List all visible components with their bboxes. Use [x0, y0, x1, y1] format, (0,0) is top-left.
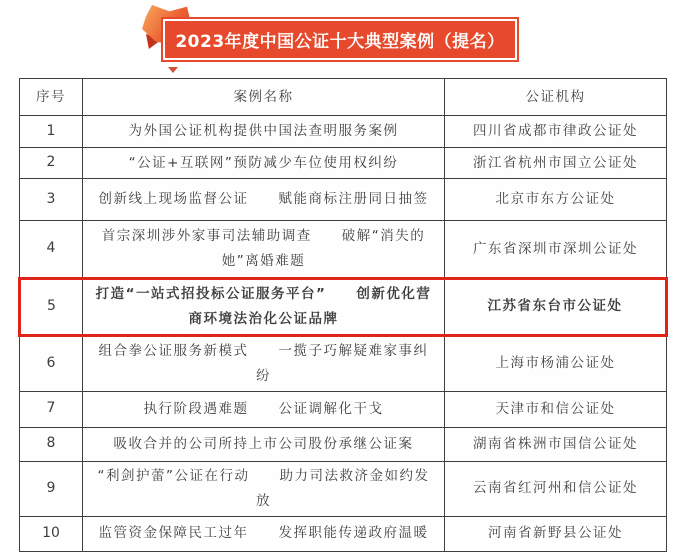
banner-title: 2023年度中国公证十大典型案例（提名） [175, 32, 505, 52]
row-number-cell: 10 [20, 516, 83, 551]
ribbon-tail-icon [168, 67, 178, 73]
row-number-cell: 3 [20, 179, 83, 221]
column-header-organization: 公证机构 [445, 79, 667, 116]
case-name-cell: “公证+互联网”预防减少车位使用权纠纷 [83, 148, 445, 179]
case-name-cell: 创新线上现场监督公证 赋能商标注册同日抽签 [83, 179, 445, 221]
table-row [20, 427, 667, 461]
table-row [20, 461, 667, 516]
case-name-cell: 吸收合并的公司所持上市公司股份承继公证案 [83, 427, 445, 461]
column-header-case-name: 案例名称 [83, 79, 445, 116]
case-name-cell: 监管资金保障民工过年 发挥职能传递政府温暖 [83, 516, 445, 551]
organization-cell: 北京市东方公证处 [445, 179, 667, 221]
organization-cell: 四川省成都市律政公证处 [445, 116, 667, 148]
organization-cell: 江苏省东台市公证处 [445, 279, 667, 336]
organization-cell: 云南省红河州和信公证处 [445, 461, 667, 516]
row-number-cell: 8 [20, 427, 83, 461]
case-name-cell: “利剑护蕾”公证在行动 助力司法救济金如约发放 [83, 461, 445, 516]
organization-cell: 广东省深圳市深圳公证处 [445, 221, 667, 279]
table-row [20, 116, 667, 148]
organization-cell: 浙江省杭州市国立公证处 [445, 148, 667, 179]
table-row [20, 391, 667, 427]
case-name-cell: 为外国公证机构提供中国法查明服务案例 [83, 116, 445, 148]
row-number-cell: 4 [20, 221, 83, 279]
table-row [20, 148, 667, 179]
table-row [20, 179, 667, 221]
row-number-cell: 1 [20, 116, 83, 148]
organization-cell: 河南省新野县公证处 [445, 516, 667, 551]
cases-table [18, 78, 668, 552]
organization-cell: 天津市和信公证处 [445, 391, 667, 427]
table-row [20, 516, 667, 551]
row-number-cell: 2 [20, 148, 83, 179]
organization-cell: 上海市杨浦公证处 [445, 335, 667, 391]
award-banner [161, 17, 519, 62]
row-number-cell: 7 [20, 391, 83, 427]
case-name-cell: 组合拳公证服务新模式 一揽子巧解疑难家事纠纷 [83, 335, 445, 391]
case-name-cell: 执行阶段遇难题 公证调解化干戈 [83, 391, 445, 427]
table-row [20, 221, 667, 279]
row-number-cell: 9 [20, 461, 83, 516]
organization-cell: 湖南省株洲市国信公证处 [445, 427, 667, 461]
row-number-cell: 6 [20, 335, 83, 391]
case-name-cell: 打造“一站式招投标公证服务平台” 创新优化营商环境法治化公证品牌 [83, 279, 445, 336]
row-number-cell: 5 [20, 279, 83, 336]
table-row [20, 335, 667, 391]
column-header-no: 序号 [20, 79, 83, 116]
header-row [20, 79, 667, 116]
case-name-cell: 首宗深圳涉外家事司法辅助调查 破解“消失的她”离婚难题 [83, 221, 445, 279]
table-row-highlighted [20, 279, 667, 336]
